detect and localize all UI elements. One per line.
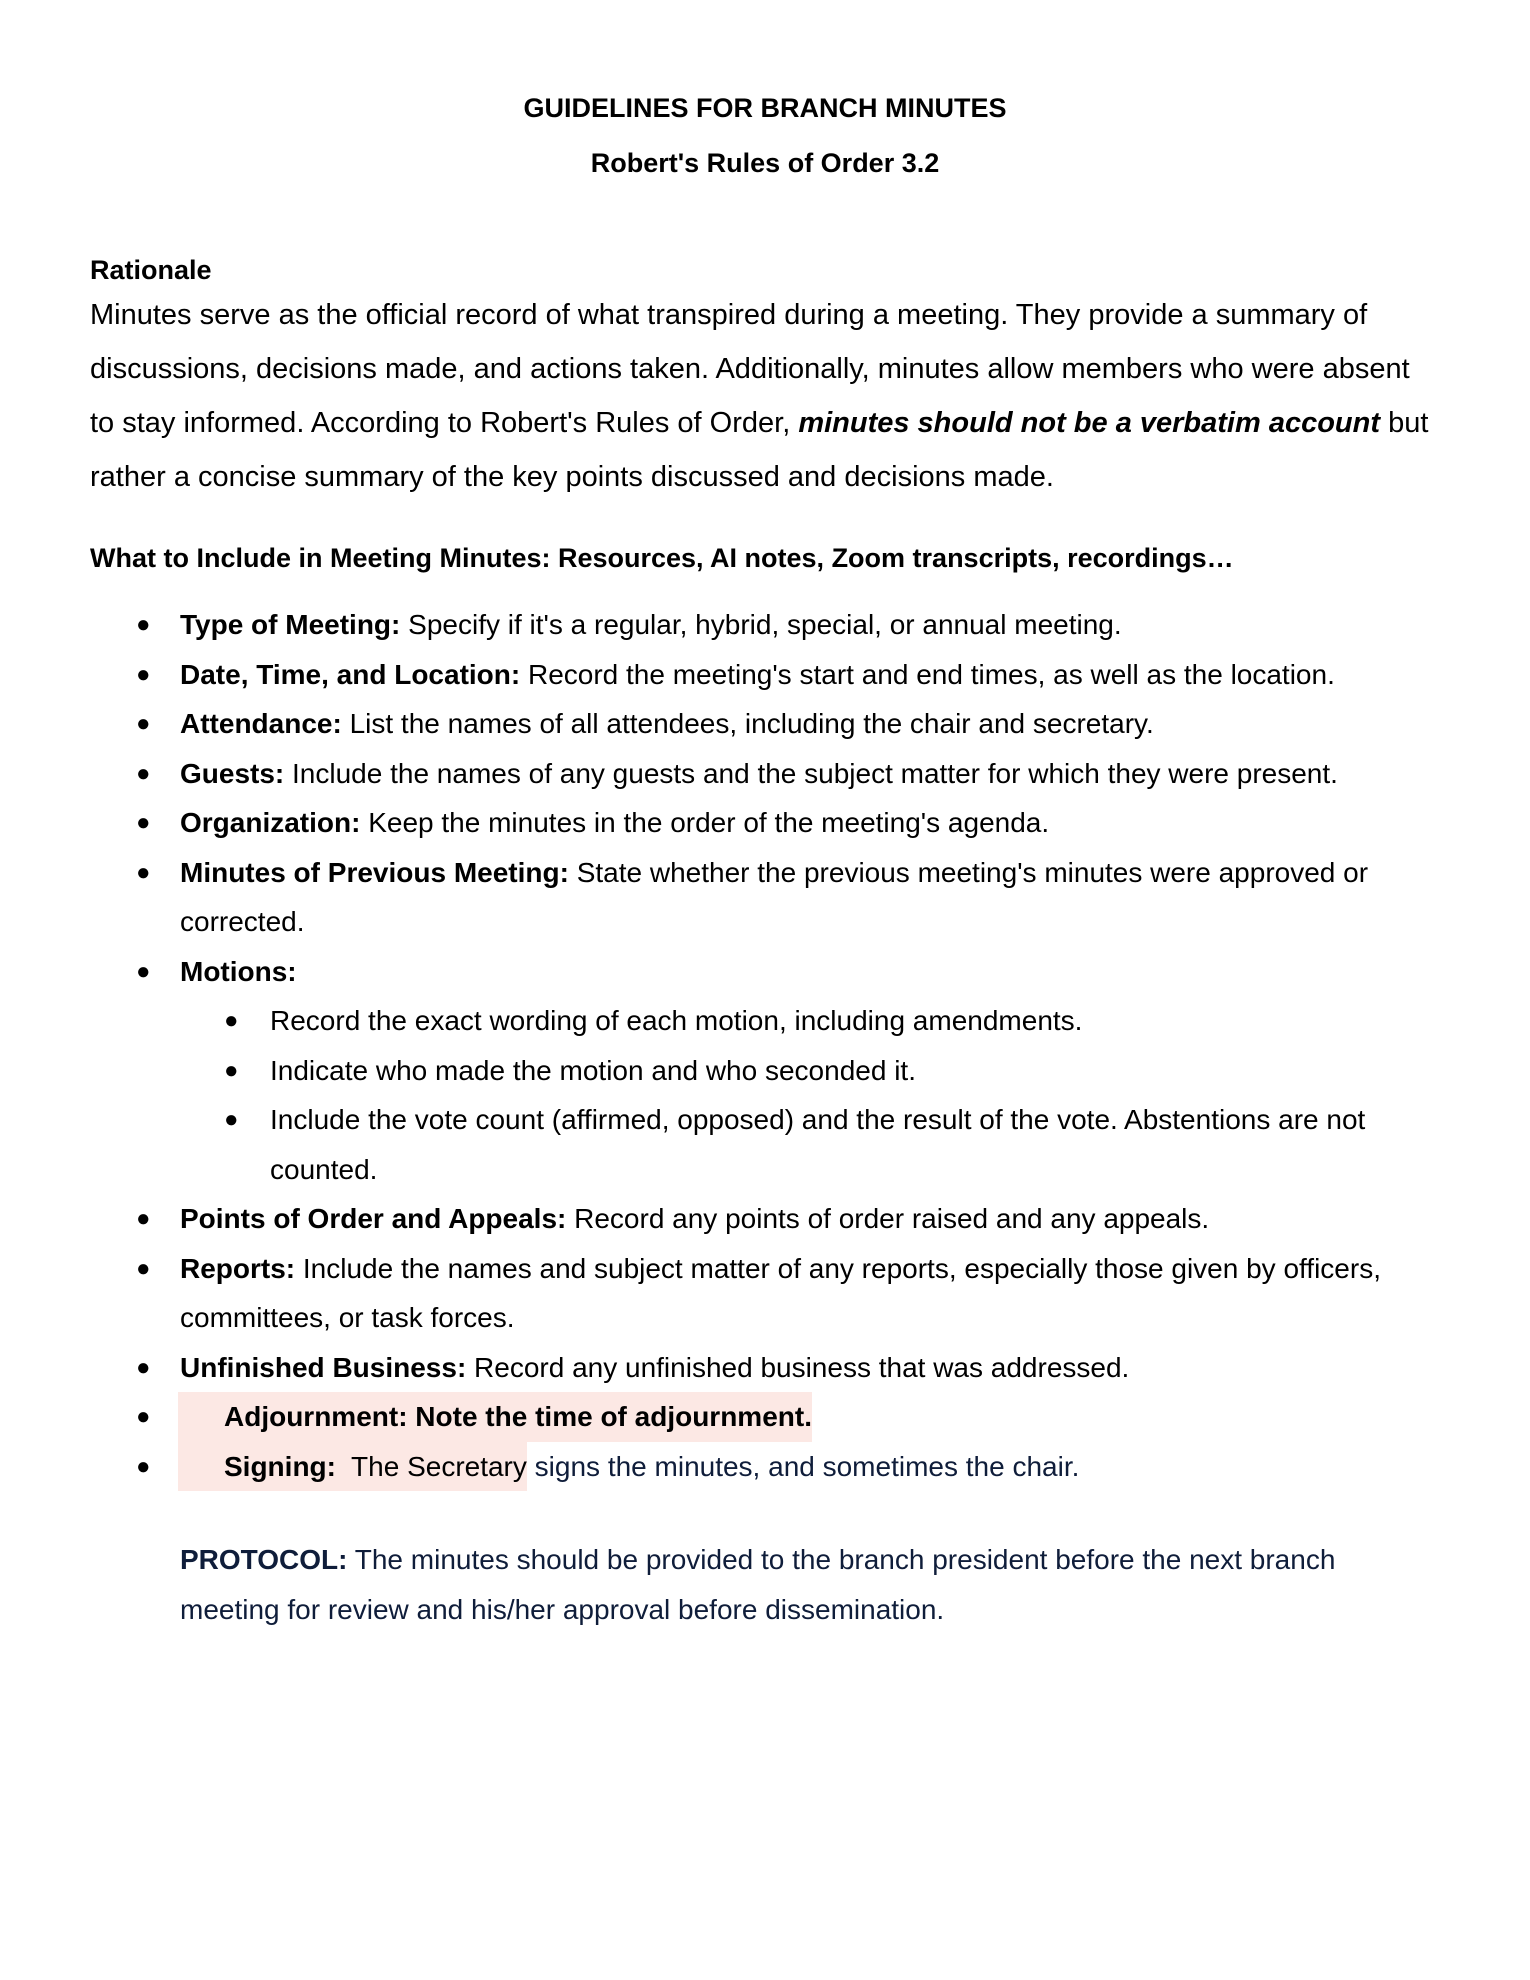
item-text: Specify if it's a regular, hybrid, special, or annual meeting. <box>400 609 1122 640</box>
bullet-icon: ● <box>136 858 151 886</box>
bullet-icon: ● <box>136 660 151 688</box>
sub-list-item <box>180 1095 1440 1194</box>
sub-item-text: Indicate who made the motion and who seconded it. <box>270 1054 916 1086</box>
document-page <box>90 90 1440 1634</box>
list-item-reports <box>90 1244 1440 1343</box>
item-text: Record any unfinished business that was addressed. <box>466 1351 1130 1383</box>
protocol-label: PROTOCOL: <box>180 1544 348 1575</box>
item-text: List the names of all attendees, including the chair and secretary. <box>341 708 1154 739</box>
item-label: Minutes of Previous Meeting: <box>180 856 569 888</box>
bullet-icon: ● <box>136 809 151 836</box>
include-heading: What to Include in Meeting Minutes: Resources, AI notes, Zoom transcripts, recordings… <box>90 543 1234 573</box>
bullet-icon: ● <box>136 1205 151 1232</box>
adjournment-highlight <box>136 1392 812 1442</box>
bullet-icon: ● <box>224 1007 239 1034</box>
item-text: signs the minutes, and sometimes the chair. <box>526 1450 1080 1482</box>
bullet-icon: ● <box>136 957 151 985</box>
bullet-icon: ● <box>136 1254 151 1282</box>
item-text: Record the meeting's start and end times, as well as the location. <box>520 658 1335 690</box>
protocol-paragraph <box>90 1535 1440 1634</box>
sub-item-text: Record the exact wording of each motion, including amendments. <box>270 1005 1083 1036</box>
signing-highlight <box>136 1442 527 1492</box>
rationale-text-after: but rather a concise summary of the key points discussed and decisions made. <box>90 407 1429 493</box>
item-text: Include the names and subject matter of any reports, especially those given by officers, committees, or task forces. <box>180 1252 1381 1333</box>
item-text: Include the names of any guests and the subject matter for which they were present. <box>284 757 1338 789</box>
list-item-unfinished-business <box>90 1343 1440 1393</box>
item-label: Type of Meeting: <box>180 609 401 640</box>
item-label: Reports: <box>180 1252 296 1284</box>
list-item-signing <box>134 1442 1440 1492</box>
bullet-icon: ● <box>136 759 151 787</box>
document-title: GUIDELINES FOR BRANCH MINUTES <box>523 93 1007 123</box>
list-item-type-of-meeting <box>90 600 1440 650</box>
bullet-icon: ● <box>136 1353 151 1381</box>
bullet-icon: ● <box>136 710 151 737</box>
list-item-date-time-location <box>90 650 1440 700</box>
item-label: Motions: <box>180 955 297 987</box>
item-text: Record any points of order raised and any appeals. <box>566 1203 1210 1234</box>
item-label: Points of Order and Appeals: <box>180 1203 567 1234</box>
rationale-paragraph <box>90 288 1440 504</box>
item-text-highlighted: The Secretary <box>335 1450 527 1482</box>
sub-item-text: Include the vote count (affirmed, opposed) and the result of the vote. Abstentions are not counted. <box>270 1104 1366 1185</box>
item-label: Date, Time, and Location: <box>180 658 521 690</box>
list-item-points-of-order <box>90 1194 1440 1244</box>
list-item-previous-minutes <box>90 848 1440 947</box>
list-item-adjournment <box>134 1392 1440 1442</box>
item-label: Organization: <box>180 807 361 838</box>
document-subtitle: Robert's Rules of Order 3.2 <box>590 148 940 178</box>
item-label: Guests: <box>180 757 285 789</box>
sub-list-item <box>180 1046 1440 1096</box>
list-item-organization <box>90 798 1440 848</box>
rationale-text-before: Minutes serve as the official record of what transpired during a meeting. They provide a summary of discussions, decisions made, and actions taken. Additionally, minutes allow members who were absent to stay informed. According to Robert's Rules of Order, <box>90 299 1410 439</box>
list-item-guests <box>90 749 1440 799</box>
item-label: Unfinished Business: <box>180 1351 467 1383</box>
item-label: Adjournment: Note the time of adjournment. <box>224 1401 812 1432</box>
item-label: Signing: <box>224 1450 336 1482</box>
bullet-icon: ● <box>224 1056 239 1084</box>
protocol-text: The minutes should be provided to the branch president before the next branch meeting for review and his/her approval before dissemination. <box>180 1544 1336 1625</box>
bullet-icon: ● <box>136 1403 151 1430</box>
item-text: Keep the minutes in the order of the meeting's agenda. <box>360 807 1050 838</box>
item-label: Attendance: <box>180 708 342 739</box>
include-list <box>90 600 1440 1491</box>
rationale-heading: Rationale <box>90 255 212 285</box>
motions-sublist <box>180 996 1440 1194</box>
bullet-icon: ● <box>224 1106 239 1133</box>
rationale-emphasis: minutes should not be a verbatim account <box>798 407 1381 439</box>
list-item-attendance <box>90 699 1440 749</box>
bullet-icon: ● <box>136 1452 151 1480</box>
sub-list-item <box>180 996 1440 1046</box>
list-item-motions <box>90 947 1440 1195</box>
bullet-icon: ● <box>136 611 151 638</box>
item-text: State whether the previous meeting's minutes were approved or corrected. <box>180 856 1369 937</box>
